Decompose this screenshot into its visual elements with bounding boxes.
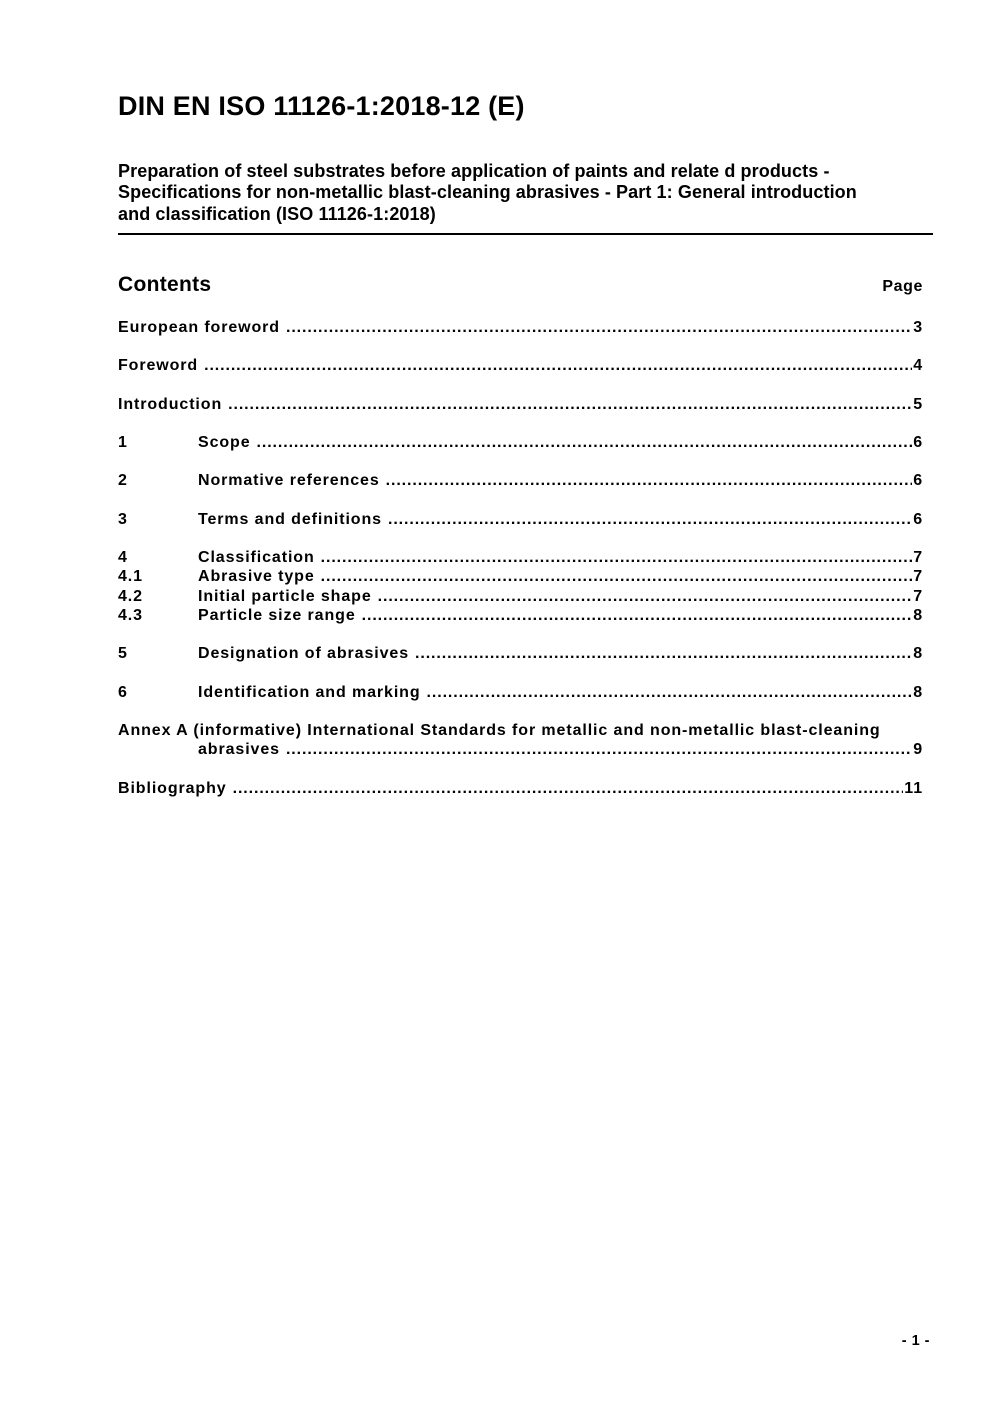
toc-dot-leader <box>321 548 913 567</box>
toc-entry-label: Classification <box>198 549 315 567</box>
toc-entry-number: 4.3 <box>118 606 143 624</box>
toc-entry-page: 8 <box>913 683 923 701</box>
toc-entry <box>118 356 923 375</box>
toc-entry-number: 2 <box>118 472 128 490</box>
toc-entry-line <box>118 318 923 337</box>
toc-entry <box>118 548 923 567</box>
toc-entry-page: 7 <box>913 587 923 605</box>
toc-entry <box>118 587 923 606</box>
toc-entry-number: 1 <box>118 433 128 451</box>
toc-entry-page: 9 <box>913 741 923 759</box>
toc-entry-line <box>118 721 923 740</box>
toc-entry-line <box>118 548 923 567</box>
toc-entry-number: 4.2 <box>118 587 143 605</box>
toc-entry-label: Terms and definitions <box>198 510 382 528</box>
toc-entry-line <box>118 567 923 586</box>
contents-header-row <box>118 272 923 298</box>
toc-entry-label: Bibliography <box>118 779 227 797</box>
toc-entry-number: 3 <box>118 510 128 528</box>
toc-dot-leader <box>257 433 913 452</box>
toc-entry-label: Identification and marking <box>198 683 421 701</box>
toc-entry <box>118 683 923 702</box>
toc-entry-number: 4 <box>118 549 128 567</box>
toc-entry-line <box>118 471 923 490</box>
toc-entry-line <box>118 510 923 529</box>
title-rule <box>118 233 933 235</box>
contents-heading: Contents <box>118 273 212 297</box>
page-number-footer: - 1 - <box>901 1333 930 1349</box>
toc-entry-page: 8 <box>913 645 923 663</box>
toc-entry-line <box>118 644 923 663</box>
toc-entry-line <box>118 683 923 702</box>
page-column-label: Page <box>882 278 923 296</box>
doc-title-line-2: Specifications for non-metallic blast-cleaning abrasives - Part 1: General introduction <box>118 182 857 203</box>
toc-entry <box>118 433 923 452</box>
toc-dot-leader <box>427 683 913 702</box>
toc-entry-label: Annex A (informative) International Standards for metallic and non-metallic blast-cleaning <box>118 721 881 739</box>
toc-dot-leader <box>321 567 913 586</box>
toc-dot-leader <box>362 606 913 625</box>
toc-entry-page: 3 <box>913 318 923 336</box>
doc-title <box>118 161 923 225</box>
toc-entry <box>118 606 923 625</box>
toc-entry-page: 7 <box>913 549 923 567</box>
toc-entry-page: 4 <box>913 357 923 375</box>
doc-title-line-1: Preparation of steel substrates before application of paints and relate d products - <box>118 161 830 181</box>
toc-entry-label: Scope <box>198 433 251 451</box>
toc-entry <box>118 567 923 586</box>
toc-entry <box>118 471 923 490</box>
toc-entry <box>118 318 923 337</box>
toc-entry-continuation-line <box>118 740 923 759</box>
toc-entry-label: Initial particle shape <box>198 587 372 605</box>
toc-entry-label: Abrasive type <box>198 568 315 586</box>
toc-entry-line <box>118 779 923 798</box>
toc-entry-label: Designation of abrasives <box>198 645 409 663</box>
toc-dot-leader <box>286 740 912 759</box>
toc-entry-label-continued: abrasives <box>198 741 280 759</box>
toc-entry-page: 7 <box>913 568 923 586</box>
toc-entry-page: 11 <box>904 779 923 797</box>
toc-entry-label: Particle size range <box>198 606 356 624</box>
toc-entry-line <box>118 606 923 625</box>
toc-dot-leader <box>228 395 912 414</box>
toc-list <box>118 318 923 798</box>
toc-entry-line <box>118 587 923 606</box>
toc-entry <box>118 395 923 414</box>
toc-entry <box>118 779 923 798</box>
toc-entry <box>118 510 923 529</box>
doc-reference-title: DIN EN ISO 11126-1:2018-12 (E) <box>118 91 525 121</box>
toc-entry-page: 6 <box>913 510 923 528</box>
toc-entry-number: 6 <box>118 683 128 701</box>
toc-dot-leader <box>286 318 912 337</box>
toc-dot-leader <box>204 356 912 375</box>
toc-entry-page: 6 <box>913 433 923 451</box>
toc-entry-line <box>118 356 923 375</box>
toc-entry-label: Normative references <box>198 472 380 490</box>
toc-entry-number: 5 <box>118 645 128 663</box>
toc-entry-label: Foreword <box>118 357 199 375</box>
toc-entry-line <box>118 433 923 452</box>
toc-entry-page: 5 <box>913 395 923 413</box>
toc-entry-page: 8 <box>913 606 923 624</box>
toc-entry <box>118 644 923 663</box>
toc-dot-leader <box>388 510 912 529</box>
toc-entry-label: European foreword <box>118 318 280 336</box>
toc-entry-label: Introduction <box>118 395 223 413</box>
toc-entry-line <box>118 395 923 414</box>
doc-title-line-3: and classification (ISO 11126-1:2018) <box>118 203 436 224</box>
toc-dot-leader <box>233 779 904 798</box>
toc-dot-leader <box>386 471 913 490</box>
toc-entry-page: 6 <box>913 472 923 490</box>
toc-dot-leader <box>378 587 913 606</box>
toc-entry-number: 4.1 <box>118 568 143 586</box>
toc-dot-leader <box>415 644 912 663</box>
toc-entry <box>118 721 923 759</box>
